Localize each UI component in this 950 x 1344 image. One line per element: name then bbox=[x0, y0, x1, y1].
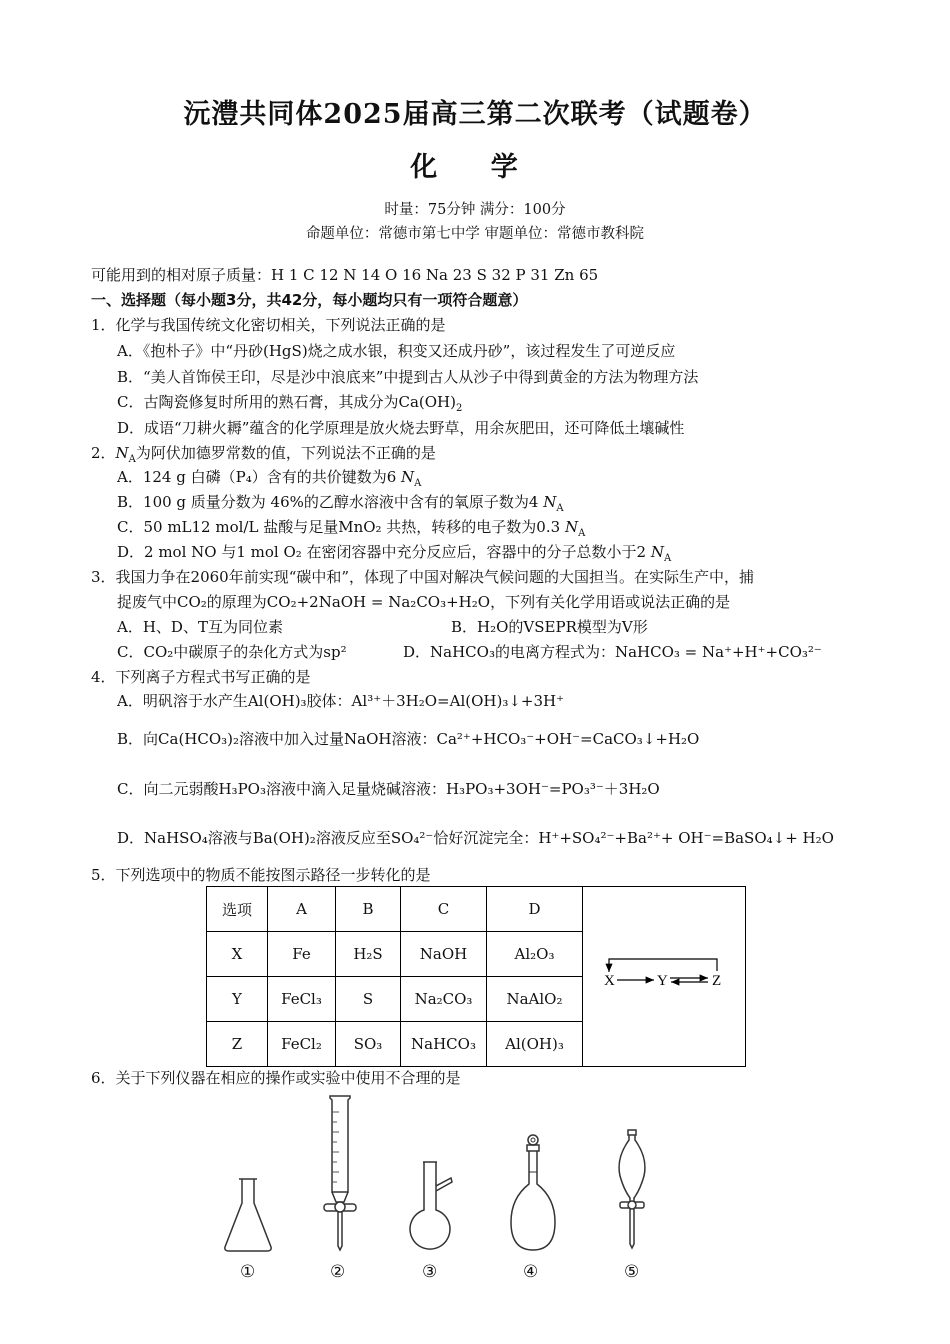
table-cell: X bbox=[207, 932, 268, 977]
q4-option-a: A．明矾溶于水产生Al(OH)₃胶体：Al³⁺＋3H₂O=Al(OH)₃↓+3H⁺ bbox=[117, 692, 565, 710]
q5-stem: 5．下列选项中的物质不能按图示路径一步转化的是 bbox=[91, 866, 431, 884]
q3-option-d: D．NaHCO₃的电离方程式为：NaHCO₃ = Na⁺+H⁺+CO₃²⁻ bbox=[403, 643, 822, 661]
q4-option-c: C．向二元弱酸H₃PO₃溶液中滴入足量烧碱溶液：H₃PO₃+3OH⁻=PO₃³⁻＋3H₂O bbox=[117, 780, 660, 798]
apparatus-label-1: ① bbox=[240, 1262, 256, 1282]
section-heading: 一、选择题（每小题3分，共42分，每小题均只有一项符合题意） bbox=[91, 291, 528, 309]
q2-option-a: A．124 g 白磷（P₄）含有的共价键数为6 $N_A$ bbox=[117, 468, 422, 489]
q3-option-c: C．CO₂中碳原子的杂化方式为sp² bbox=[117, 643, 347, 661]
q4-option-b: B．向Ca(HCO₃)₂溶液中加入过量NaOH溶液：Ca²⁺+HCO₃⁻+OH⁻=CaCO₃↓+H₂O bbox=[117, 730, 700, 748]
apparatus-label-3: ③ bbox=[422, 1262, 438, 1282]
apparatus-label-4: ④ bbox=[523, 1262, 539, 1282]
table-cell: SO₃ bbox=[336, 1022, 401, 1067]
diagram-y-label: Y bbox=[657, 972, 668, 989]
conical-flask-icon bbox=[220, 1175, 276, 1255]
apparatus-label-5: ⑤ bbox=[624, 1262, 640, 1282]
q5-table bbox=[206, 886, 746, 1067]
table-cell: Z bbox=[207, 1022, 268, 1067]
q2-option-b: B．100 g 质量分数为 46%的乙醇水溶液中含有的氧原子数为4 $N_A$ bbox=[117, 493, 564, 514]
atomic-masses: 可能用到的相对原子质量：H 1 C 12 N 14 O 16 Na 23 S 32 P 31 Zn 65 bbox=[91, 266, 599, 284]
distillation-flask-icon bbox=[407, 1160, 457, 1252]
conversion-diagram bbox=[583, 887, 746, 1067]
table-cell: Na₂CO₃ bbox=[401, 977, 487, 1022]
q6-stem: 6．关于下列仪器在相应的操作或实验中使用不合理的是 bbox=[91, 1069, 461, 1087]
q1-option-a: A．《抱朴子》中“丹砂(HgS)烧之成水银，积变又还成丹砂”，该过程发生了可逆反应 bbox=[117, 342, 676, 360]
conversion-diagram-arrows bbox=[584, 945, 744, 1005]
q4-option-d: D．NaHSO₄溶液与Ba(OH)₂溶液反应至SO₄²⁻恰好沉淀完全：H⁺+SO₄²⁻+Ba²⁺+ OH⁻=BaSO₄↓+ H₂O bbox=[117, 829, 834, 847]
q3-option-b: B．H₂O的VSEPR模型为V形 bbox=[451, 618, 648, 636]
table-header-cell: A bbox=[268, 887, 336, 932]
q3-stem-line2: 捉废气中CO₂的原理为CO₂+2NaOH = Na₂CO₃+H₂O，下列有关化学用语或说法正确的是 bbox=[117, 593, 731, 611]
q2-stem: 2．$N_A$为阿伏加德罗常数的值，下列说法不正确的是 bbox=[91, 444, 436, 465]
burette-icon bbox=[320, 1092, 360, 1254]
table-header-cell: D bbox=[487, 887, 583, 932]
table-cell: NaAlO₂ bbox=[487, 977, 583, 1022]
table-cell: Fe bbox=[268, 932, 336, 977]
table-cell: FeCl₃ bbox=[268, 977, 336, 1022]
table-header-cell: B bbox=[336, 887, 401, 932]
q2-option-d: D．2 mol NO 与1 mol O₂ 在密闭容器中充分反应后，容器中的分子总数小于2 $N_A$ bbox=[117, 543, 672, 564]
q2-option-c: C．50 mL12 mol/L 盐酸与足量MnO₂ 共热，转移的电子数为0.3 $N_A$ bbox=[117, 518, 586, 539]
table-header-cell: 选项 bbox=[207, 887, 268, 932]
table-header-row bbox=[207, 887, 746, 932]
q1-option-c: C．古陶瓷修复时所用的熟石膏，其成分为$Ca(OH)_2$ bbox=[117, 393, 463, 414]
q3-stem-line1: 3．我国力争在2060年前实现“碳中和”，体现了中国对解决气候问题的大国担当。在实际生产中，捕 bbox=[91, 568, 755, 586]
apparatus-label-2: ② bbox=[330, 1262, 346, 1282]
diagram-x-label: X bbox=[604, 972, 615, 989]
table-cell: NaHCO₃ bbox=[401, 1022, 487, 1067]
time-score: 时量：75分钟 满分：100分 bbox=[384, 202, 566, 218]
q1-option-d: D．成语“刀耕火耨”蕴含的化学原理是放火烧去野草，用余灰肥田，还可降低土壤碱性 bbox=[117, 419, 685, 437]
table-header-cell: C bbox=[401, 887, 487, 932]
table-cell: NaOH bbox=[401, 932, 487, 977]
q1-stem: 1．化学与我国传统文化密切相关，下列说法正确的是 bbox=[91, 316, 446, 334]
q1-option-b: B．“美人首饰侯王印，尽是沙中浪底来”中提到古人从沙子中得到黄金的方法为物理方法 bbox=[117, 368, 699, 386]
table-cell: Y bbox=[207, 977, 268, 1022]
table-cell: Al(OH)₃ bbox=[487, 1022, 583, 1067]
exam-title: 沅澧共同体2025届高三第二次联考（试题卷） bbox=[183, 99, 767, 130]
exam-units: 命题单位：常德市第七中学 审题单位：常德市教科院 bbox=[305, 226, 645, 242]
q3-option-a: A．H、D、T互为同位素 bbox=[117, 618, 283, 636]
table-cell: H₂S bbox=[336, 932, 401, 977]
diagram-z-label: Z bbox=[712, 972, 722, 989]
subject-title: 化 学 bbox=[410, 152, 540, 183]
volumetric-flask-icon bbox=[508, 1132, 558, 1254]
table-cell: FeCl₂ bbox=[268, 1022, 336, 1067]
separatory-funnel-icon bbox=[612, 1128, 652, 1252]
table-cell: Al₂O₃ bbox=[487, 932, 583, 977]
q4-stem: 4．下列离子方程式书写正确的是 bbox=[91, 668, 311, 686]
table-cell: S bbox=[336, 977, 401, 1022]
